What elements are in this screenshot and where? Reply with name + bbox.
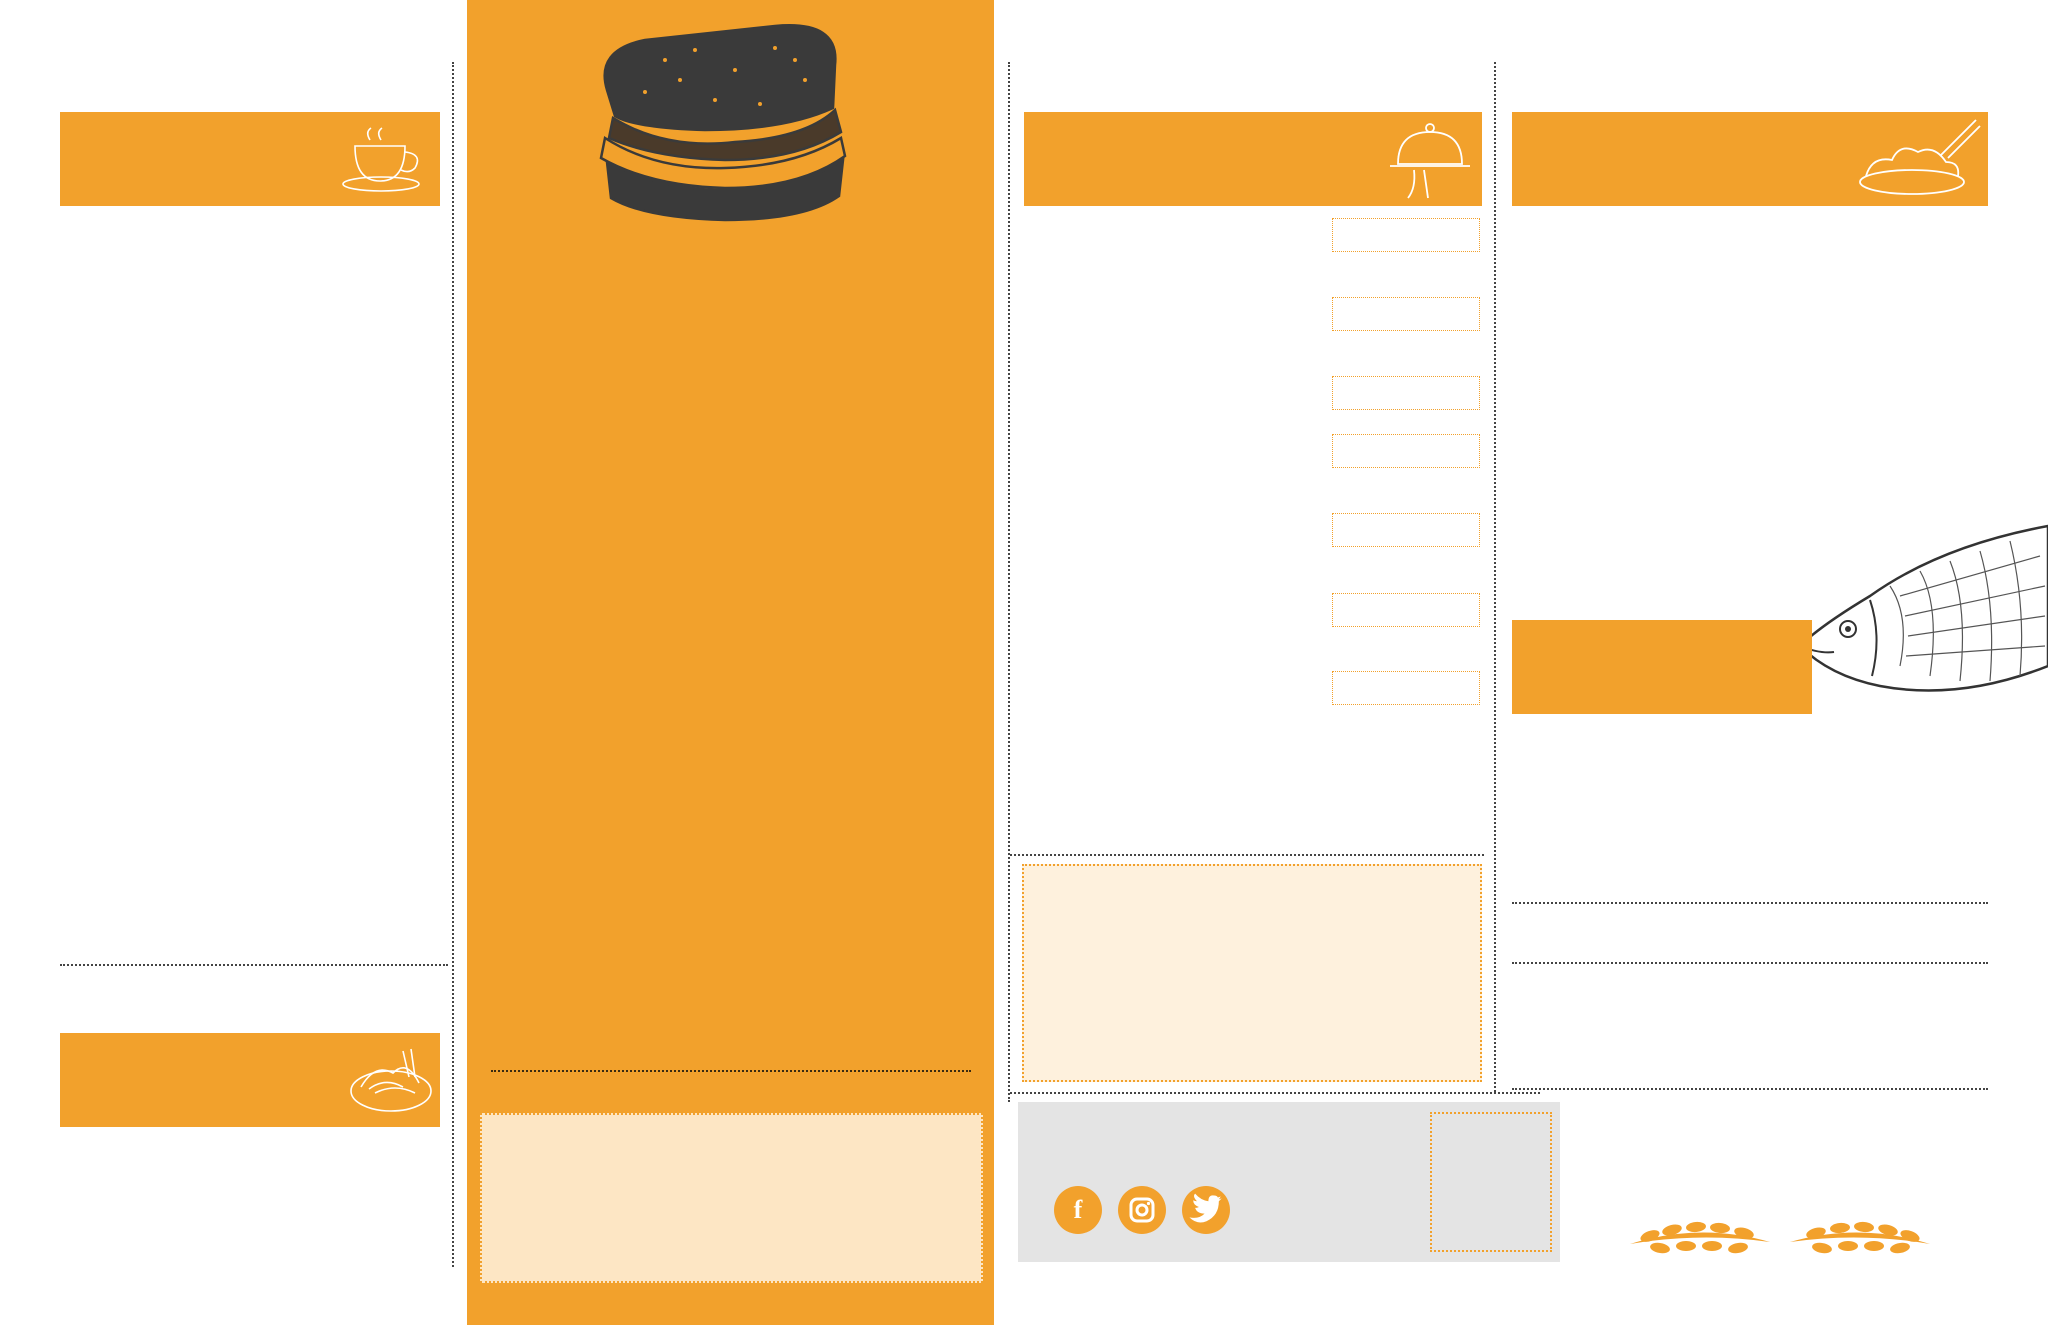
breakfast-banner (60, 112, 440, 206)
facebook-icon[interactable]: f (1054, 1186, 1102, 1234)
house-banner (1024, 112, 1482, 206)
drink-water-row (502, 1238, 510, 1256)
bread-butter-logo (1560, 1110, 2000, 1260)
pancake-addon (60, 930, 72, 946)
seafood-banner (1512, 620, 1812, 714)
house-item (1024, 438, 1484, 444)
combo-box (1332, 297, 1480, 331)
combo-box (1332, 593, 1480, 627)
salad-bowl-icon (1852, 116, 1982, 202)
side-order-item (1264, 962, 1272, 989)
side-order-item (1036, 989, 1044, 1016)
burrito-item (969, 730, 1427, 732)
sides-right-list (1264, 962, 1272, 1043)
side-garlic-potatoes (1024, 1043, 1484, 1061)
fish-illustration (1790, 516, 2048, 742)
breakfast-item (60, 476, 432, 478)
twitter-icon[interactable] (1182, 1186, 1230, 1234)
divider-house-sides (1010, 854, 1484, 856)
salads-banner (1512, 112, 1988, 206)
side-orders-box (1022, 864, 1482, 1082)
divider-col3 (1008, 62, 1010, 1102)
instagram-icon[interactable] (1118, 1186, 1166, 1234)
drink-fountain-row (688, 1238, 724, 1256)
breakfast-item (60, 397, 432, 399)
sides-left-list (1036, 962, 1044, 1043)
house-item (1024, 517, 1484, 523)
pasta-banner (60, 1033, 440, 1127)
burrito-item (969, 859, 1427, 861)
burrito-item (969, 806, 1427, 808)
wheat-icon (1620, 1202, 1940, 1258)
breakfast-item (60, 657, 432, 659)
combo-box (1332, 671, 1480, 705)
divider-breakfast-pasta (60, 964, 448, 966)
divider-col1 (452, 62, 454, 1267)
burrito-item (969, 350, 1427, 352)
house-item (1024, 301, 1484, 307)
breakfast-item (60, 218, 432, 220)
combo-box (1332, 376, 1480, 410)
breakfast-item (60, 757, 432, 759)
side-order-item (1264, 989, 1272, 1016)
divider-col4 (1494, 62, 1496, 1092)
divider-burritos-footer (491, 1070, 971, 1072)
burrito-item (969, 578, 1427, 580)
pasta-plate-icon (345, 1043, 435, 1119)
side-order-item (1036, 1016, 1044, 1043)
drinks-row2 (688, 1172, 694, 1190)
side-order-item (1036, 962, 1044, 989)
drink-snapple-row (502, 1211, 510, 1229)
hours-box (1430, 1112, 1552, 1252)
house-item (1024, 222, 1484, 228)
combo-box (1332, 434, 1480, 468)
breakfast-item (60, 858, 432, 860)
breakfast-item (60, 318, 432, 320)
divider-sides-catering (1010, 1092, 1540, 1094)
drink-coffee-row (688, 1211, 732, 1229)
combo-box (1332, 218, 1480, 252)
divider-sides-fish (1512, 962, 1988, 964)
sandwich-illustration (585, 20, 865, 225)
coffee-cup-icon (335, 126, 435, 196)
divider-seafood-end (1512, 1088, 1988, 1090)
serving-cloche-icon (1384, 118, 1474, 202)
house-item (1024, 675, 1484, 681)
burrito-item (969, 502, 1427, 504)
drinks-box (480, 1113, 983, 1283)
burrito-item (969, 426, 1427, 428)
burrito-item (969, 654, 1427, 656)
side-order-item (1264, 1016, 1272, 1043)
tacos-item (1024, 754, 1474, 756)
combo-box (1332, 513, 1480, 547)
divider-seafood-sides (1512, 902, 1988, 904)
breakfast-item (60, 557, 432, 559)
house-item (1024, 380, 1484, 386)
house-item (1024, 597, 1484, 603)
